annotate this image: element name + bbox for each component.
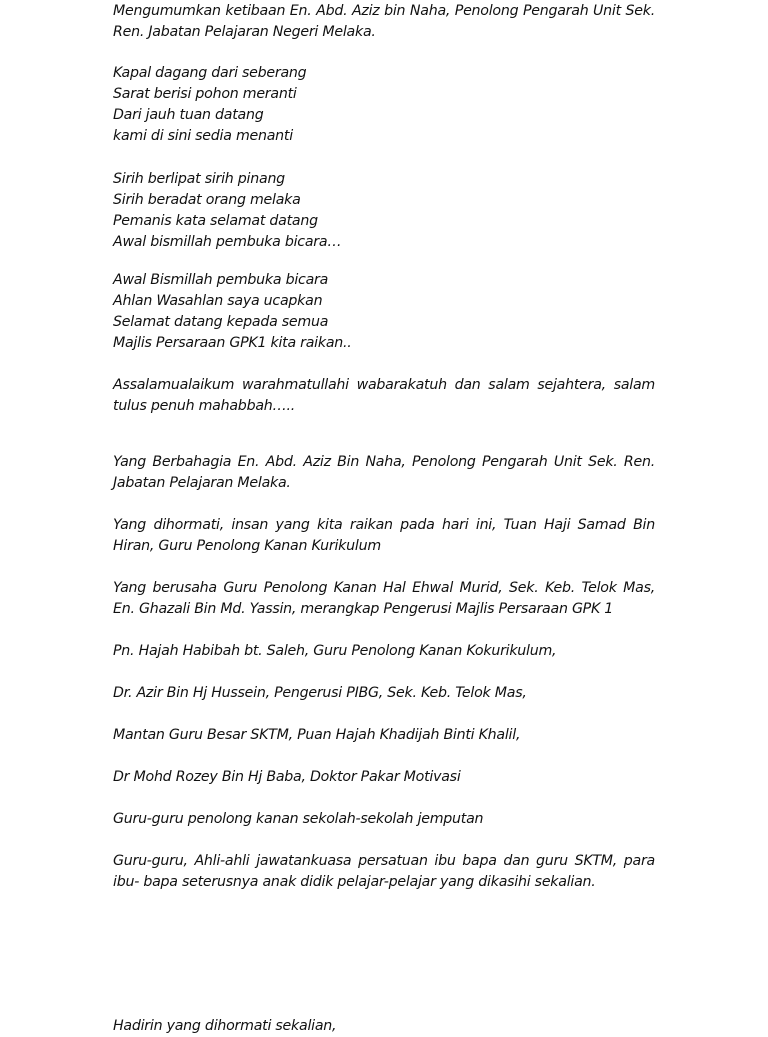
pantun-line: Pemanis kata selamat datang xyxy=(113,213,318,229)
pantun-line: kami di sini sedia menanti xyxy=(113,128,293,144)
salam-greeting: Assalamualaikum warahmatullahi wabarakatuh dan salam sejahtera, salam tulus penuh mahabbah….. xyxy=(113,377,655,414)
address-line: Mantan Guru Besar SKTM, Puan Hajah Khadijah Binti Khalil, xyxy=(113,727,521,743)
pantun-line: Sirih berlipat sirih pinang xyxy=(113,171,285,187)
pantun-2 xyxy=(113,169,655,253)
pantun-line: Sirih beradat orang melaka xyxy=(113,192,301,208)
pantun-line: Awal bismillah pembuka bicara… xyxy=(113,234,342,250)
pantun-line: Awal Bismillah pembuka bicara xyxy=(113,272,329,288)
address-line: Yang berusaha Guru Penolong Kanan Hal Ehwal Murid, Sek. Keb. Telok Mas, En. Ghazali Bin Md. Yassin, merangkap Pengerusi Majlis Persaraan GPK 1 xyxy=(113,580,655,617)
pantun-line: Dari jauh tuan datang xyxy=(113,107,264,123)
address-line: Guru-guru, Ahli-ahli jawatankuasa persatuan ibu bapa dan guru SKTM, para ibu- bapa seterusnya anak didik pelajar-pelajar yang dikasihi sekalian. xyxy=(113,853,655,890)
address-line: Dr. Azir Bin Hj Hussein, Pengerusi PIBG, Sek. Keb. Telok Mas, xyxy=(113,685,527,701)
pantun-line: Majlis Persaraan GPK1 kita raikan.. xyxy=(113,335,352,351)
address-line: Yang Berbahagia En. Abd. Aziz Bin Naha, Penolong Pengarah Unit Sek. Ren. Jabatan Pelajaran Melaka. xyxy=(113,454,655,491)
address-line: Yang dihormati, insan yang kita raikan pada hari ini, Tuan Haji Samad Bin Hiran, Guru Penolong Kanan Kurikulum xyxy=(113,517,655,554)
closing-partial: Hadirin yang dihormati sekalian, xyxy=(113,1018,337,1034)
pantun-line: Ahlan Wasahlan saya ucapkan xyxy=(113,293,323,309)
pantun-line: Kapal dagang dari seberang xyxy=(113,65,307,81)
opening-announcement: Mengumumkan ketibaan En. Abd. Aziz bin Naha, Penolong Pengarah Unit Sek. Ren. Jabatan Pelajaran Negeri Melaka. xyxy=(113,3,655,40)
pantun-3 xyxy=(113,270,655,354)
address-line: Dr Mohd Rozey Bin Hj Baba, Doktor Pakar Motivasi xyxy=(113,769,461,785)
pantun-1 xyxy=(113,63,655,147)
pantun-line: Selamat datang kepada semua xyxy=(113,314,329,330)
cut-off-line xyxy=(113,1012,655,1034)
pantun-line: Sarat berisi pohon meranti xyxy=(113,86,297,102)
address-line: Guru-guru penolong kanan sekolah-sekolah jemputan xyxy=(113,811,484,827)
address-line: Pn. Hajah Habibah bt. Saleh, Guru Penolong Kanan Kokurikulum, xyxy=(113,643,557,659)
